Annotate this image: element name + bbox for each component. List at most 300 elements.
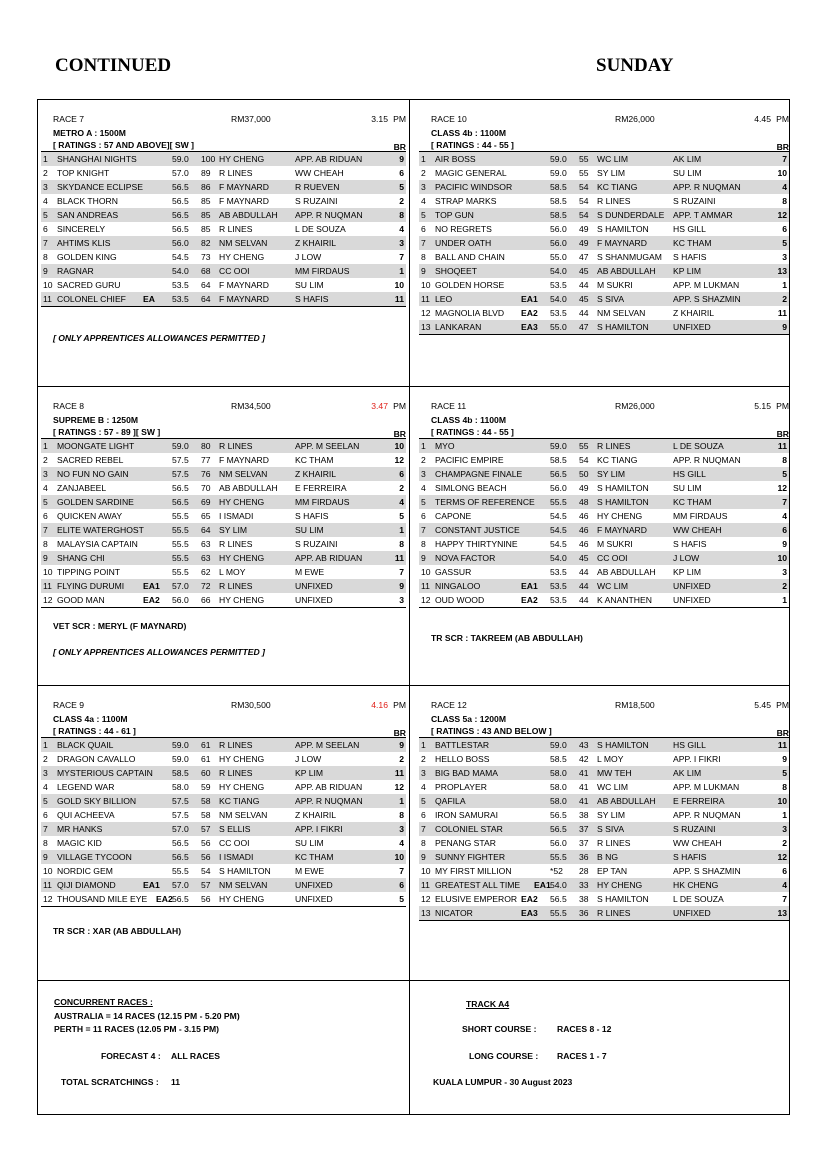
race-header bbox=[41, 700, 406, 713]
runner-number: 4 bbox=[43, 483, 48, 493]
forecast-value: ALL RACES bbox=[171, 1051, 221, 1061]
weight: 58.0 bbox=[550, 782, 567, 792]
weight: 54.0 bbox=[550, 880, 567, 890]
barrier: 6 bbox=[399, 469, 404, 479]
barrier-header: BR bbox=[776, 728, 789, 738]
barrier: 9 bbox=[782, 322, 787, 332]
rating: 41 bbox=[579, 768, 589, 778]
trainer: HS GILL bbox=[673, 469, 706, 479]
jockey: SY LIM bbox=[597, 469, 626, 479]
race-prize: RM26,000 bbox=[615, 114, 655, 124]
jockey: CC OOI bbox=[219, 838, 250, 848]
barrier: 4 bbox=[782, 511, 787, 521]
trainer: UNFIXED bbox=[295, 880, 333, 890]
jockey: F MAYNARD bbox=[219, 294, 269, 304]
barrier: 3 bbox=[399, 238, 404, 248]
runner-number: 12 bbox=[421, 894, 431, 904]
trainer: S RUZAINI bbox=[295, 539, 338, 549]
barrier: 1 bbox=[782, 280, 787, 290]
trainer: S HAFIS bbox=[295, 294, 329, 304]
runner-number: 4 bbox=[421, 196, 426, 206]
horse-name: QAFILA bbox=[435, 796, 466, 806]
barrier: 10 bbox=[394, 852, 404, 862]
entry-allowance: EA2 bbox=[143, 595, 160, 605]
jockey: KC TIANG bbox=[597, 182, 638, 192]
jockey: S HAMILTON bbox=[597, 224, 649, 234]
trainer: WW CHEAH bbox=[673, 525, 722, 535]
rating: 41 bbox=[579, 796, 589, 806]
jockey: S SIVA bbox=[597, 824, 625, 834]
runner-number: 3 bbox=[421, 768, 426, 778]
table-row bbox=[41, 752, 406, 766]
barrier: 4 bbox=[399, 838, 404, 848]
runner-number: 6 bbox=[421, 224, 426, 234]
trainer: KP LIM bbox=[673, 266, 702, 276]
horse-name: SIMLONG BEACH bbox=[435, 483, 507, 493]
barrier: 1 bbox=[399, 525, 404, 535]
runner-number: 9 bbox=[421, 266, 426, 276]
trainer: S RUZAINI bbox=[295, 196, 338, 206]
jockey: KC TIANG bbox=[597, 455, 638, 465]
row-divider-1 bbox=[37, 386, 790, 387]
jockey: EP TAN bbox=[597, 866, 628, 876]
runner-number: 5 bbox=[421, 497, 426, 507]
barrier: 4 bbox=[399, 224, 404, 234]
weight: 54.5 bbox=[550, 539, 567, 549]
race7-block bbox=[41, 114, 406, 307]
rating: 59 bbox=[201, 782, 211, 792]
weight: 59.0 bbox=[172, 754, 189, 764]
runners-table bbox=[419, 151, 789, 335]
horse-name: DRAGON CAVALLO bbox=[57, 754, 136, 764]
race-time: 4.45 bbox=[754, 114, 771, 124]
jockey: S ELLIS bbox=[219, 824, 251, 834]
jockey: MW TEH bbox=[597, 768, 632, 778]
jockey: CC OOI bbox=[597, 553, 628, 563]
barrier: 3 bbox=[399, 595, 404, 605]
weight: 58.5 bbox=[550, 455, 567, 465]
table-row bbox=[419, 152, 789, 166]
entry-allowance: EA2 bbox=[521, 894, 538, 904]
race-ratings-text: [ RATINGS : 43 AND BELOW ] bbox=[431, 726, 552, 736]
weight: 55.5 bbox=[172, 525, 189, 535]
weight: 54.5 bbox=[172, 252, 189, 262]
horse-name: BATTLESTAR bbox=[435, 740, 490, 750]
runner-number: 6 bbox=[43, 810, 48, 820]
rating: 38 bbox=[579, 810, 589, 820]
runner-number: 9 bbox=[43, 852, 48, 862]
horse-name: BLACK THORN bbox=[57, 196, 118, 206]
table-row bbox=[41, 808, 406, 822]
race-class: CLASS 4a : 1100M bbox=[53, 714, 128, 724]
race-ratings bbox=[419, 725, 789, 737]
rating: 46 bbox=[579, 525, 589, 535]
table-row bbox=[419, 481, 789, 495]
runner-number: 7 bbox=[421, 824, 426, 834]
weight: 58.5 bbox=[550, 754, 567, 764]
horse-name: CAPONE bbox=[435, 511, 472, 521]
weight: 53.5 bbox=[172, 280, 189, 290]
trainer: UNFIXED bbox=[673, 908, 711, 918]
rating: 60 bbox=[201, 768, 211, 778]
rating: 45 bbox=[579, 266, 589, 276]
jockey: M SUKRI bbox=[597, 539, 633, 549]
table-row bbox=[419, 864, 789, 878]
runner-number: 2 bbox=[421, 754, 426, 764]
runner-number: 5 bbox=[421, 210, 426, 220]
table-row bbox=[419, 565, 789, 579]
race-time-pm: PM bbox=[776, 401, 789, 411]
horse-name: OUD WOOD bbox=[435, 595, 485, 605]
runner-number: 12 bbox=[421, 308, 431, 318]
barrier: 9 bbox=[782, 754, 787, 764]
barrier: 11 bbox=[394, 294, 404, 304]
horse-name: NORDIC GEM bbox=[57, 866, 113, 876]
jockey: HY CHENG bbox=[597, 880, 643, 890]
horse-name: UNDER OATH bbox=[435, 238, 492, 248]
table-row bbox=[419, 780, 789, 794]
horse-name: ELUSIVE EMPEROR bbox=[435, 894, 518, 904]
rating: 57 bbox=[201, 824, 211, 834]
trainer: KP LIM bbox=[295, 768, 324, 778]
jockey: F MAYNARD bbox=[219, 182, 269, 192]
table-row bbox=[41, 250, 406, 264]
trainer: APP. R NUQMAN bbox=[673, 810, 741, 820]
rating: 56 bbox=[201, 852, 211, 862]
runner-number: 7 bbox=[421, 238, 426, 248]
weight: 55.0 bbox=[550, 322, 567, 332]
race-header bbox=[41, 114, 406, 127]
runner-number: 1 bbox=[43, 740, 48, 750]
weight: 54.0 bbox=[550, 553, 567, 563]
horse-name: NICATOR bbox=[435, 908, 473, 918]
weight: 59.0 bbox=[550, 441, 567, 451]
entry-allowance: EA1 bbox=[143, 581, 160, 591]
rating: 85 bbox=[201, 210, 211, 220]
race-class: SUPREME B : 1250M bbox=[53, 415, 139, 425]
trainer: M EWE bbox=[295, 866, 325, 876]
rating: 44 bbox=[579, 567, 589, 577]
jockey: F MAYNARD bbox=[597, 525, 647, 535]
race-time-pm: PM bbox=[776, 114, 789, 124]
jockey: NM SELVAN bbox=[219, 238, 268, 248]
table-row bbox=[41, 579, 406, 593]
race-ratings bbox=[41, 426, 406, 438]
rating: 46 bbox=[579, 539, 589, 549]
rating: 46 bbox=[579, 511, 589, 521]
rating: 44 bbox=[579, 280, 589, 290]
trainer: APP. AB RIDUAN bbox=[295, 154, 363, 164]
trainer: APP. S SHAZMIN bbox=[673, 294, 741, 304]
table-row bbox=[419, 752, 789, 766]
runner-number: 12 bbox=[43, 894, 53, 904]
horse-name: PACIFIC WINDSOR bbox=[435, 182, 513, 192]
table-row bbox=[41, 152, 406, 166]
runner-number: 10 bbox=[421, 866, 431, 876]
jockey: R LINES bbox=[219, 168, 253, 178]
race-prize: RM30,500 bbox=[231, 700, 271, 710]
entry-allowance: EA2 bbox=[521, 595, 538, 605]
jockey: F MAYNARD bbox=[219, 455, 269, 465]
weight: 53.5 bbox=[550, 581, 567, 591]
trainer: APP. T AMMAR bbox=[673, 210, 733, 220]
barrier-header: BR bbox=[776, 142, 789, 152]
jockey: F MAYNARD bbox=[219, 280, 269, 290]
trainer: APP. R NUQMAN bbox=[673, 182, 741, 192]
race-ratings bbox=[419, 426, 789, 438]
trainer: WW CHEAH bbox=[295, 168, 344, 178]
weight: 56.5 bbox=[550, 469, 567, 479]
rating: 49 bbox=[579, 483, 589, 493]
entry-allowance: EA2 bbox=[521, 308, 538, 318]
rating: 47 bbox=[579, 252, 589, 262]
race-title: RACE 7 bbox=[53, 114, 85, 124]
weight: 56.0 bbox=[550, 483, 567, 493]
barrier: 7 bbox=[399, 866, 404, 876]
weight: 56.5 bbox=[550, 810, 567, 820]
horse-name: TOP KNIGHT bbox=[57, 168, 110, 178]
jockey: I ISMADI bbox=[219, 852, 254, 862]
runner-number: 2 bbox=[43, 168, 48, 178]
weight: 56.5 bbox=[172, 210, 189, 220]
horse-name: GASSUR bbox=[435, 567, 472, 577]
trainer: E FERREIRA bbox=[295, 483, 347, 493]
table-row bbox=[41, 453, 406, 467]
trainer: Z KHAIRIL bbox=[295, 469, 337, 479]
table-row bbox=[41, 194, 406, 208]
weight: 55.5 bbox=[172, 539, 189, 549]
race-time: 5.15 bbox=[754, 401, 771, 411]
jockey: HY CHENG bbox=[597, 511, 643, 521]
table-row bbox=[41, 495, 406, 509]
runner-number: 12 bbox=[43, 595, 53, 605]
race-ratings bbox=[41, 725, 406, 737]
table-row bbox=[41, 236, 406, 250]
horse-name: NINGALOO bbox=[435, 581, 481, 591]
table-row bbox=[419, 495, 789, 509]
horse-name: MY FIRST MILLION bbox=[435, 866, 512, 876]
horse-name: NO REGRETS bbox=[435, 224, 492, 234]
weight: 58.0 bbox=[550, 796, 567, 806]
runner-number: 9 bbox=[421, 553, 426, 563]
trainer: S HAFIS bbox=[673, 852, 707, 862]
rating: 62 bbox=[201, 567, 211, 577]
trainer: UNFIXED bbox=[295, 581, 333, 591]
horse-name: GOLD SKY BILLION bbox=[57, 796, 137, 806]
rating: 89 bbox=[201, 168, 211, 178]
table-row bbox=[419, 439, 789, 453]
weight: 54.0 bbox=[172, 266, 189, 276]
jockey: HY CHENG bbox=[219, 894, 265, 904]
runner-number: 5 bbox=[43, 796, 48, 806]
trainer: HS GILL bbox=[673, 224, 706, 234]
weight: 54.5 bbox=[550, 525, 567, 535]
horse-name: PACIFIC EMPIRE bbox=[435, 455, 504, 465]
jockey: KC TIANG bbox=[219, 796, 260, 806]
barrier-header: BR bbox=[393, 728, 406, 738]
rating: 58 bbox=[201, 810, 211, 820]
trainer: S HAFIS bbox=[673, 252, 707, 262]
table-row bbox=[419, 194, 789, 208]
table-row bbox=[419, 523, 789, 537]
trainer: KC THAM bbox=[673, 497, 712, 507]
jockey: SY LIM bbox=[597, 168, 626, 178]
horse-name: PROPLAYER bbox=[435, 782, 487, 792]
horse-name: MAGNOLIA BLVD bbox=[435, 308, 505, 318]
barrier: 8 bbox=[782, 196, 787, 206]
jockey: S HAMILTON bbox=[597, 894, 649, 904]
table-row bbox=[419, 166, 789, 180]
table-row bbox=[41, 878, 406, 892]
trainer: S HAFIS bbox=[295, 511, 329, 521]
runner-number: 9 bbox=[43, 266, 48, 276]
horse-name: BIG BAD MAMA bbox=[435, 768, 499, 778]
horse-name: SAN ANDREAS bbox=[57, 210, 119, 220]
rating: 41 bbox=[579, 782, 589, 792]
weight: 54.0 bbox=[550, 266, 567, 276]
trainer: WW CHEAH bbox=[673, 838, 722, 848]
runner-number: 13 bbox=[421, 322, 431, 332]
weight: 59.0 bbox=[172, 154, 189, 164]
horse-name: MR HANKS bbox=[57, 824, 103, 834]
runner-number: 4 bbox=[421, 782, 426, 792]
horse-name: ELITE WATERGHOST bbox=[57, 525, 144, 535]
race-time-pm: PM bbox=[776, 700, 789, 710]
trainer: MM FIRDAUS bbox=[673, 511, 728, 521]
trainer: J LOW bbox=[295, 754, 322, 764]
rating: 37 bbox=[579, 838, 589, 848]
table-row bbox=[419, 766, 789, 780]
table-row bbox=[41, 222, 406, 236]
column-divider bbox=[409, 99, 410, 1115]
jockey: HY CHENG bbox=[219, 595, 265, 605]
jockey: HY CHENG bbox=[219, 252, 265, 262]
barrier: 5 bbox=[399, 182, 404, 192]
table-row bbox=[41, 551, 406, 565]
runner-number: 8 bbox=[421, 252, 426, 262]
horse-name: COLONEL CHIEF bbox=[57, 294, 126, 304]
rating: 55 bbox=[579, 154, 589, 164]
barrier: 1 bbox=[399, 796, 404, 806]
horse-name: TERMS OF REFERENCE bbox=[435, 497, 535, 507]
jockey: L MOY bbox=[597, 754, 624, 764]
rating: 43 bbox=[579, 740, 589, 750]
trainer: KC THAM bbox=[673, 238, 712, 248]
runner-number: 2 bbox=[43, 455, 48, 465]
jockey: M SUKRI bbox=[597, 280, 633, 290]
jockey: AB ABDULLAH bbox=[597, 567, 656, 577]
jockey: WC LIM bbox=[597, 154, 629, 164]
horse-name: GOOD MAN bbox=[57, 595, 105, 605]
barrier: 4 bbox=[782, 880, 787, 890]
horse-name: MAGIC GENERAL bbox=[435, 168, 507, 178]
jockey: NM SELVAN bbox=[219, 810, 268, 820]
table-row bbox=[419, 906, 789, 920]
entry-allowance: EA bbox=[143, 294, 155, 304]
race-note: [ ONLY APPRENTICES ALLOWANCES PERMITTED ] bbox=[53, 333, 265, 343]
header-continued: CONTINUED bbox=[55, 55, 172, 76]
jockey: S HAMILTON bbox=[597, 497, 649, 507]
table-row bbox=[419, 236, 789, 250]
trainer: Z KHAIRIL bbox=[295, 810, 337, 820]
runner-number: 6 bbox=[421, 511, 426, 521]
race-header bbox=[419, 401, 789, 414]
trainer: L DE SOUZA bbox=[295, 224, 346, 234]
barrier-header: BR bbox=[393, 142, 406, 152]
table-row bbox=[41, 481, 406, 495]
table-row bbox=[419, 453, 789, 467]
table-row bbox=[419, 250, 789, 264]
table-row bbox=[41, 565, 406, 579]
jockey: HY CHENG bbox=[219, 553, 265, 563]
weight: 56.5 bbox=[172, 196, 189, 206]
rating: 65 bbox=[201, 511, 211, 521]
trainer: Z KHAIRIL bbox=[295, 238, 337, 248]
barrier: 10 bbox=[394, 280, 404, 290]
table-row bbox=[419, 593, 789, 607]
horse-name: SINCERELY bbox=[57, 224, 106, 234]
trainer: APP. M SEELAN bbox=[295, 740, 360, 750]
trainer: SU LIM bbox=[295, 280, 324, 290]
trainer: Z KHAIRIL bbox=[673, 308, 715, 318]
rating: 36 bbox=[579, 908, 589, 918]
weight: 56.0 bbox=[172, 238, 189, 248]
barrier: 10 bbox=[777, 168, 787, 178]
barrier: 11 bbox=[394, 768, 404, 778]
barrier: 11 bbox=[394, 553, 404, 563]
runner-number: 5 bbox=[43, 497, 48, 507]
horse-name: SHOQEET bbox=[435, 266, 478, 276]
barrier: 3 bbox=[399, 824, 404, 834]
trainer: APP. R NUQMAN bbox=[295, 210, 363, 220]
race-ratings-text: [ RATINGS : 44 - 55 ] bbox=[431, 140, 514, 150]
jockey: AB ABDULLAH bbox=[219, 483, 278, 493]
horse-name: TOP GUN bbox=[435, 210, 474, 220]
runner-number: 11 bbox=[421, 581, 430, 591]
short-course-label: SHORT COURSE : bbox=[462, 1024, 537, 1034]
table-row bbox=[419, 278, 789, 292]
rating: 61 bbox=[201, 740, 211, 750]
row-divider-3 bbox=[37, 980, 790, 981]
australia-races: AUSTRALIA = 14 RACES (12.15 PM - 5.20 PM) bbox=[54, 1011, 240, 1021]
rating: 66 bbox=[201, 595, 211, 605]
jockey: S SIVA bbox=[597, 294, 625, 304]
rating: 72 bbox=[201, 581, 211, 591]
table-row bbox=[41, 264, 406, 278]
barrier: 9 bbox=[399, 740, 404, 750]
runner-number: 8 bbox=[43, 838, 48, 848]
trainer: APP. I FIKRI bbox=[673, 754, 721, 764]
trainer: AK LIM bbox=[673, 768, 702, 778]
rating: 28 bbox=[579, 866, 589, 876]
rating: 70 bbox=[201, 483, 211, 493]
trainer: J LOW bbox=[295, 252, 322, 262]
jockey: HY CHENG bbox=[219, 497, 265, 507]
rating: 100 bbox=[201, 154, 216, 164]
race-prize: RM34,500 bbox=[231, 401, 271, 411]
trainer: R RUEVEN bbox=[295, 182, 340, 192]
weight: 56.5 bbox=[172, 852, 189, 862]
race9-block bbox=[41, 700, 406, 907]
jockey: B NG bbox=[597, 852, 619, 862]
runner-number: 7 bbox=[43, 824, 48, 834]
rating: 47 bbox=[579, 322, 589, 332]
race-note: TR SCR : TAKREEM (AB ABDULLAH) bbox=[431, 633, 583, 643]
trainer: APP. AB RIDUAN bbox=[295, 782, 363, 792]
trainer: APP. M SEELAN bbox=[295, 441, 360, 451]
race-header bbox=[419, 700, 789, 713]
horse-name: AHTIMS KLIS bbox=[57, 238, 111, 248]
